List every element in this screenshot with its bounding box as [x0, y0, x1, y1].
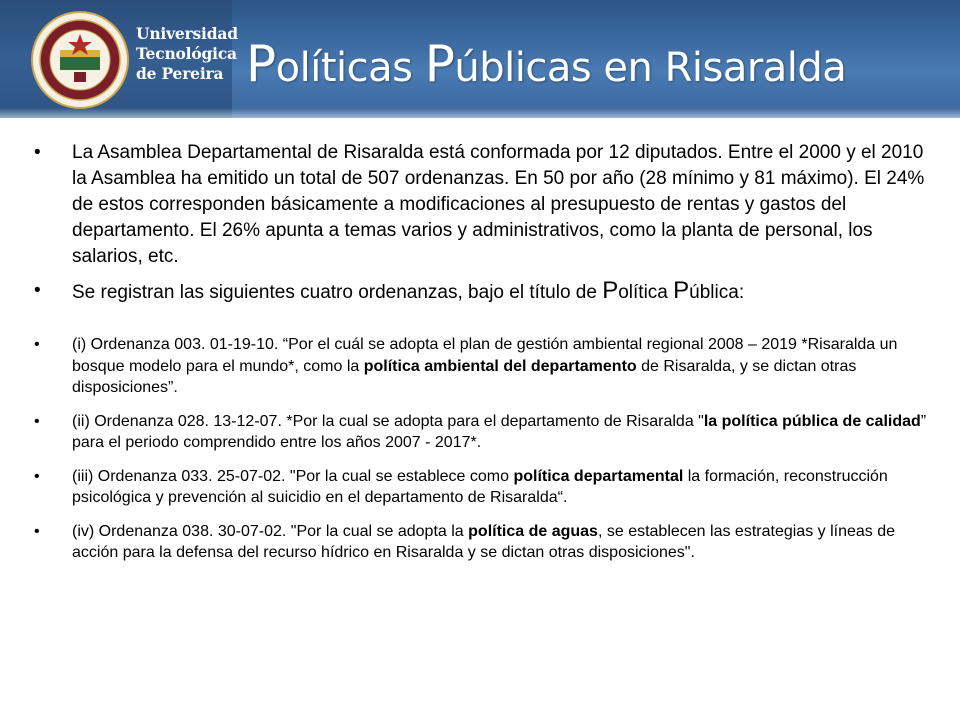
- title-initial-2: P: [424, 35, 455, 93]
- bullet-marker: •: [34, 467, 40, 485]
- ordinance-item-1: [34, 334, 934, 399]
- ordinance-text: [72, 468, 888, 507]
- ordinance-text-part: ” para el periodo comprendido entre los años 2007 - 2017*.: [72, 412, 927, 451]
- bullet-ordinances-intro: [34, 278, 934, 306]
- title-initial-1: P: [246, 35, 276, 93]
- ordinance-policy-name: política de aguas: [468, 522, 598, 540]
- bullet-marker: •: [34, 522, 40, 540]
- ordinance-text-part: (ii) Ordenanza 028. 13-12-07. *Por la cual se adopta para el departamento de Risaralda ": [72, 412, 704, 430]
- university-name-line1: Universidad: [136, 24, 238, 43]
- ordinance-policy-name: la política pública de calidad: [703, 412, 921, 430]
- title-part-2: úblicas en Risaralda: [454, 45, 847, 91]
- intro-text-part: Se registran las siguientes cuatro ordenanzas, bajo el título de: [72, 282, 603, 303]
- title-part-1: olíticas: [275, 45, 425, 91]
- ordinance-item-4: [34, 521, 934, 564]
- ordinance-item-2: [34, 411, 934, 454]
- university-seal-icon: [30, 10, 130, 110]
- ordinance-text-part: (i) Ordenanza 003. 01-19-10. “Por el cuál se adopta el plan de gestión ambiental regional 2008 – 2019 *Risaralda un bosque modelo para el mundo*, como la: [72, 336, 898, 375]
- bullet-marker: •: [34, 142, 41, 163]
- ordinance-text-part: (iii) Ordenanza 033. 25-07-02. "Por la cual se establece como: [72, 467, 514, 485]
- university-name-line2: Tecnológica: [136, 44, 237, 63]
- bullet-marker: •: [34, 280, 41, 301]
- ordinance-text-part: de Risaralda, y se dictan otras disposiciones”.: [72, 357, 857, 396]
- bullet-marker: •: [34, 336, 40, 353]
- ordinance-item-3: [34, 466, 934, 509]
- intro-text-part: ública:: [689, 282, 745, 303]
- university-name-line3: de Pereira: [136, 64, 224, 83]
- bullet-marker: •: [34, 412, 40, 430]
- ordinance-text: [72, 413, 926, 452]
- ordinance-policy-name: política ambiental del departamento: [363, 357, 637, 375]
- ordinance-policy-name: política departamental: [513, 467, 684, 485]
- ordinances-intro-text: [72, 277, 745, 304]
- ordinance-text-part: (iv) Ordenanza 038. 30-07-02. "Por la cual se adopta la: [72, 522, 469, 540]
- slide-content: [34, 140, 934, 576]
- ordinance-text: [72, 336, 897, 396]
- ordinance-text-part: , se establecen las estrategias y líneas de acción para la defensa del recurso hídrico en Risaralda y se dictan otras disposiciones".: [72, 522, 896, 561]
- bullet-assembly-summary: [34, 140, 934, 270]
- slide-header: [0, 0, 960, 118]
- university-name: [136, 24, 236, 84]
- intro-text-part: olítica: [618, 282, 674, 303]
- university-logo: [0, 0, 238, 118]
- slide-title: [246, 36, 846, 96]
- assembly-summary-text: La Asamblea Departamental de Risaralda está conformada por 12 diputados. Entre el 2000 y el 2010 la Asamblea ha emitido un total de 507 ordenanzas. En 50 por año (28 mínimo y 81 máximo). El 24% de estos corresponden básicamente a modificaciones al presupuesto de rentas y gastos del departamento. El 26% apunta a temas varios y administrativos, como la planta de personal, los salarios, etc.: [72, 142, 925, 267]
- intro-initial: P: [602, 277, 619, 304]
- ordinance-text-part: la formación, reconstrucción psicológica y prevención al suicidio en el departamento de Risaralda“.: [72, 467, 888, 506]
- intro-initial: P: [673, 277, 690, 304]
- ordinance-text: [72, 523, 895, 562]
